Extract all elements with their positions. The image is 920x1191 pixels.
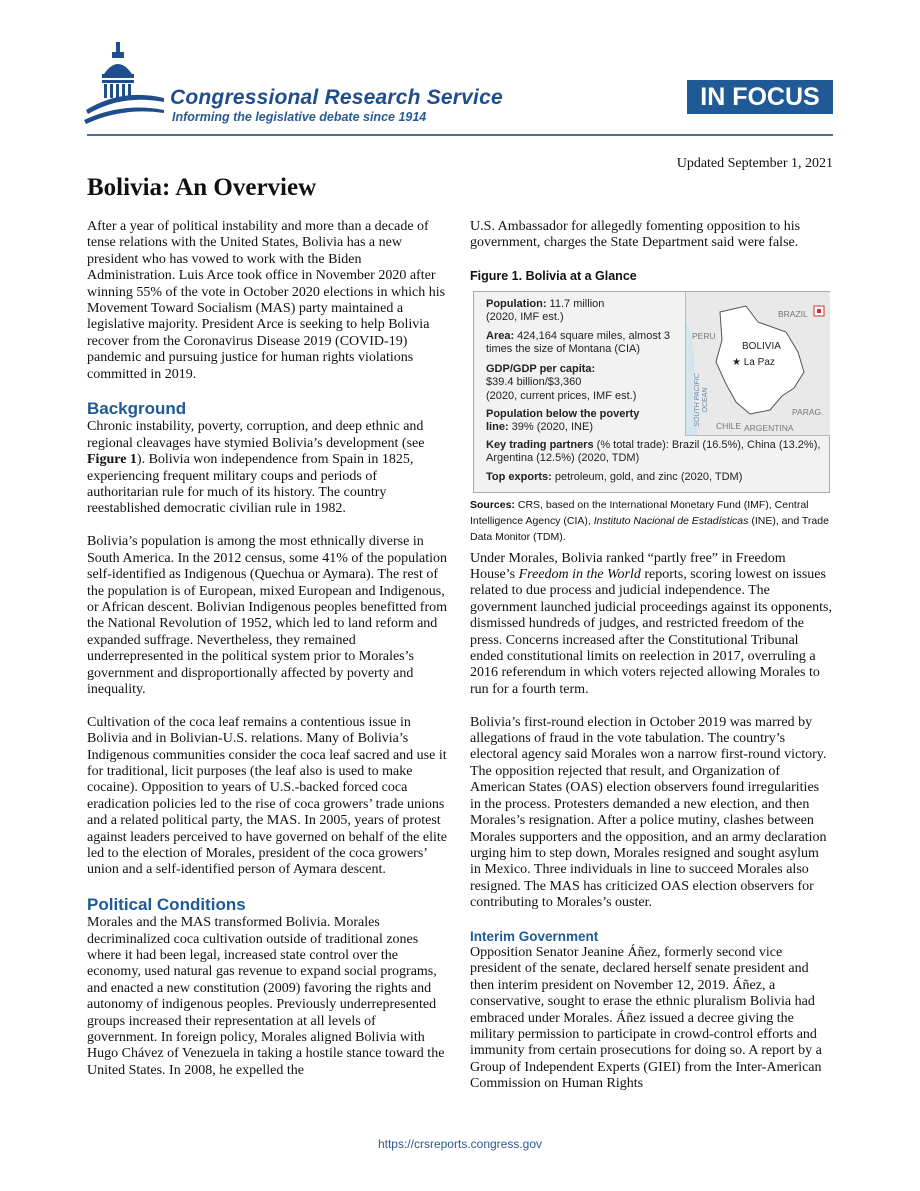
fact-population: Population: 11.7 million (2020, IMF est.) [486,297,605,324]
bolivia-map [685,292,830,436]
background-paragraph-1: Chronic instability, poverty, corruption, and deep ethnic and regional cleavages have stymied Bolivia’s development (see Figure 1). Bolivia won independence from Spain in 1825, experiencing frequent military coups and periods of authoritarian rule for much of its history. The country reestablished democratic civilian rule in 1982. [87,419,425,517]
background-paragraph-2: Bolivia’s population is among the most ethnically diverse in South America. In the 2012 census, some 41% of the population self-identified as Indigenous (Quechua or Aymara). The rest of the population is of European, mixed European and Indigenous, or African descent. Bolivian Indigenous peoples benefitted from the National Revolution of 1952, which led to land reform and expanded suffrage. Nevertheless, they remained underrepresented in the political system prior to Morales’s government and disproportionally affected by poverty and inequality. [87,534,448,697]
right-paragraph-1: U.S. Ambassador for allegedly fomenting opposition to his government, charges the State Department said were false. [470,219,801,251]
page-title: Bolivia: An Overview [87,174,317,201]
fact-trading-partners: Key trading partners (% total trade): Brazil (16.5%), China (13.2%), Argentina (12.5%) (2020, TDM) [486,438,821,465]
figure-title: Figure 1. Bolivia at a Glance [470,269,637,284]
fact-top-exports: Top exports: petroleum, gold, and zinc (2020, TDM) [486,470,743,483]
heading-background: Background [87,399,187,419]
right-paragraph-3: Bolivia’s first-round election in October 2019 was marred by allegations of fraud in the vote tabulation. The country’s electoral agency said Morales won a narrow first-round victory. The opposition rejected that result, and Organization of American States (OAS) election observers found irregularities in the process. Protesters demanded a new election, and then Morales’s resignation. After a police mutiny, clashes between Morales supporters and the opposition, and an army declaration urging him to step down, Morales resigned and sought asylum in Mexico. Three individuals in line to succeed Morales also resigned. The MAS has criticized OAS election observers for contributing to Morales’s ouster. [470,714,827,911]
map-label-bolivia: BOLIVIA [742,340,781,352]
figure-1-reference: Figure 1 [87,452,137,468]
right-column [470,219,833,1109]
right-paragraph-4: Opposition Senator Jeanine Áñez, formerly second vice president of the senate, declared herself senate president and then interim president on November 12, 2019. Áñez, a conservative, sought to erase the ethnic pluralism Bolivia had embraced under Morales. Áñez issued a decree giving the military permission to participate in crowd-control efforts and immunity from certain prosecutions for doing so. A report by a Group of Independent Experts (GIEI) from the Inter-American Commission on Human Rights [470,944,822,1092]
map-label-la-paz: ★ La Paz [732,356,775,368]
figure-box [473,291,830,493]
org-name: Congressional Research Service [170,86,503,109]
background-paragraph-3: Cultivation of the coca leaf remains a contentious issue in Bolivia and in Bolivian-U.S. relations. Many of Bolivia’s Indigenous communities consider the coca leaf sacred and use it for traditional, licit purposes (the leaf also is used to make cocaine). Opposition to years of U.S.-backed forced coca eradication policies led to the rise of coca growers’ trade unions and a related political party, the MAS. In 2005, years of protest against leaders perceived to have governed on behalf of the elite led to the election of Morales, president of the coca growers’ union and a self-identified person of Aymara descent. [87,714,447,878]
heading-political-conditions: Political Conditions [87,895,246,915]
fact-poverty: Population below the poverty line: 39% (2020, INE) [486,407,640,434]
heading-interim-government: Interim Government [470,928,599,944]
political-paragraph-1: Morales and the MAS transformed Bolivia. Morales decriminalized coca cultivation outside of traditional zones where it had been legal, increased state control over the economy, used natural gas revenue to expand social programs, and enacted a new constitution (2009) favoring the rights and autonomy of indigenous peoples. Previously underrepresented groups increased their representation at all levels of government. In foreign policy, Morales aligned Bolivia with Hugo Chávez of Venezuela in taking a hostile stance toward the United States. In 2008, he expelled the [87,915,445,1078]
right-paragraph-2: Under Morales, Bolivia ranked “partly free” in Freedom House’s Freedom in the World reports, scoring lowest on issues related to due process and judicial independence. The government launched judicial proceedings against its opponents, dismissed hundreds of judges, and restricted freedom of the press. Concerns increased after the Constitutional Tribunal ended constitutional limits on reelection in 2017, overruling a 2016 referendum in which voters rejected allowing Morales to run for a fourth term. [470,550,832,697]
fact-gdp: GDP/GDP per capita: $39.4 billion/$3,360 (2020, current prices, IMF est.) [486,362,637,402]
map-label-peru: PERU [692,330,716,341]
footer-url[interactable]: https://crsreports.congress.gov [377,1137,543,1151]
map-label-ocean: SOUTH PACIFIC OCEAN [694,372,709,427]
left-column [87,219,449,1096]
org-tagline: Informing the legislative debate since 1914 [172,110,427,124]
map-label-chile: CHILE [716,420,742,431]
header-divider [87,134,833,136]
in-focus-badge: IN FOCUS [687,80,833,114]
figure-sources: Sources: CRS, based on the International Monetary Fund (IMF), Central Intelligence Agency (CIA), Instituto Nacional de Estadísticas (INE), and Trade Data Monitor (TDM). [470,498,829,543]
intro-paragraph: After a year of political instability and more than a decade of tense relations with the United States, Bolivia has a new president who has vowed to work with the Biden Administration. Luis Arce took office in November 2020 after winning 55% of the vote in October 2020 elections in which his Movement Toward Socialism (MAS) party maintained a legislative majority. President Arce is seeking to help Bolivia recover from the Coronavirus Disease 2019 (COVID-19) pandemic and pursuing justice for human rights violations committed in 2019. [87,219,446,382]
fact-area: Area: 424,164 square miles, almost 3 times the size of Montana (CIA) [486,329,671,356]
map-label-brazil: BRAZIL [778,308,808,319]
map-label-paraguay: PARAG. [792,406,824,417]
updated-date: Updated September 1, 2021 [676,156,833,171]
crs-capitol-logo-icon [82,40,166,128]
map-label-argentina: ARGENTINA [744,422,794,433]
